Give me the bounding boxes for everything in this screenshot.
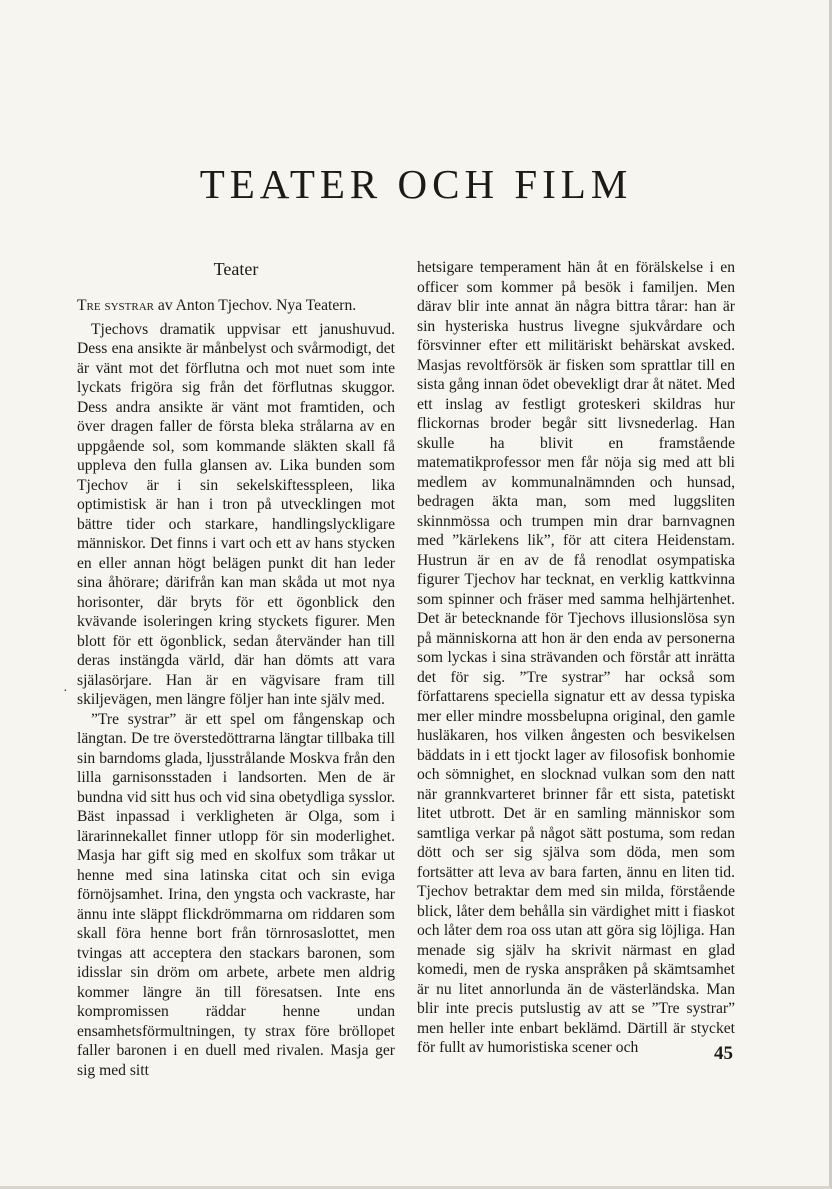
paragraph-left-2: ”Tre systrar” är ett spel om fångenskap och längtan. De tre överstedöttrarna längtar tillbaka till sin barndoms glada, ljusstrålande Moskva från den lilla garnisonsstaden i landsorten. Men de är bundna vid sitt hus och vid sina obetydliga sysslor. Bäst inpassad i verkligheten är Olga, som i lärarinnekallet finner utlopp för sin moderlighet. Masja har gift sig med en skolfux som tråkar ut henne med sina latinska citat och sin eviga förnöjsamhet. Irina, den yngsta och vackraste, har ännu inte släppt flickdrömmarna om riddaren som skall föra henne bort från törnrosaslottet, men tvingas att acceptera den stackars baronen, som idisslar sin dröm om arbete, arbete men aldrig kommer längre än till föresatsen. Inte ens kompromissen räddar henne undan ensamhetsförmultningen, ty strax före bröllopet faller baronen i en duell med rivalen. Masja ger sig med sitt (77, 710, 395, 1079)
paragraph-right-1: hetsigare temperament hän åt en förälskelse i en officer som kommer på besök i familjen. Men därav blir inte annat än några bittra tårar: han är sin hysteriska hustrus livegne sjukvårdare och försvinner efter ett militäriskt behärskat avsked. Masjas revoltförsök är fisken som sprattlar till en sista gång innan ödet obevekligt drar åt nätet. Med ett inslag av festligt groteskeri skildras hur flickornas broder begår sitt livsnederlag. Han skulle ha blivit en framstående matematikprofessor men får nöja sig med att bli medlem av kommunalnämnden och hunsad, bedragen äkta man, som med luggsliten skinnmössa och trumpen min drar barnvagnen med ”kärlekens lik”, för att citera Heidenstam. Hustrun är en av de få renodlat osympatiska figurer Tjechov har tecknat, en verklig kattkvinna som spinner och fräser med samma helhjärtenhet. Det är betecknande för Tjechovs illusionslösa syn på människorna att hon är den enda av personerna som lyckas i sina strävanden och förstår att inrätta det för sig. ”Tre systrar” har också som författarens speciella signatur ett av dessa typiska mer eller mindre mossbelupna original, den gamle husläkaren, hos vilken ångesten och besvikelsen bäddats in i ett tjockt lager av filosofisk bonhomie och sömnighet, en slocknad vulkan som den natt när grannkvarteret brinner får ett sista, patetiskt litet utbrott. Det är en samling människor som samtliga verkar på något sätt postuma, som redan dött och ser sig själva som döda, men som fortsätter att leva av bara farten, ännu en liten tid. Tjechov betraktar dem med sin milda, förstående blick, låter dem behålla sin värdighet mitt i fiaskot och låter dem roa oss utan att göra sig löjliga. Han menade sig själv ha skrivit närmast en glad komedi, men de ryska anspråken på skämtsamhet är nu litet annorlunda än de västerländska. Man blir inte precis putslustig av att se ”Tre systrar” men heller inte enbart beklämd. Därtill är stycket för fullt av humoristiska scener och (417, 259, 735, 1056)
page-title: TEATER OCH FILM (199, 161, 633, 207)
right-column (417, 258, 735, 1058)
left-column (77, 258, 395, 1080)
section-heading: Teater (213, 259, 259, 279)
play-credit-details: av Anton Tjechov. Nya Teatern. (154, 297, 357, 314)
paragraph-left-1: Tjechovs dramatik uppvisar ett janushuvud. Dess ena ansikte är månbelyst och svårmodigt, det är vänt mot det förflutna och mot nuet som inte lyckats frigöra sig från det förflutnas skuggor. Dess andra ansikte är vänt mot framtiden, och över dragen faller de första bleka strålarna av en uppgående sol, som kommande släkten skall få uppleva den fulla glansen av. Lika bunden som Tjechov är i sin sekelskiftesspleen, lika optimistisk är han i tron på utvecklingen mot bättre tider och starkare, handlingslyckligare människor. Det finns i vart och ett av hans stycken en eller annan högt belägen punkt dit han leder sina åhörare; därifrån kan man skåda ut mot nya horisonter, där bryts för ett ögonblick den kvävande isoleringen kring styckets figurer. Men blott för ett ögonblick, sedan återvänder han till deras instängda värld, där han dömts att vara själasörjare. Han är en vägvisare fram till skiljevägen, men längre följer han inte själv med. (77, 320, 395, 708)
play-title: Tre systrar (77, 297, 154, 314)
margin-mark: · (63, 684, 68, 699)
play-credit (77, 296, 395, 316)
page-number: 45 (714, 1043, 733, 1064)
